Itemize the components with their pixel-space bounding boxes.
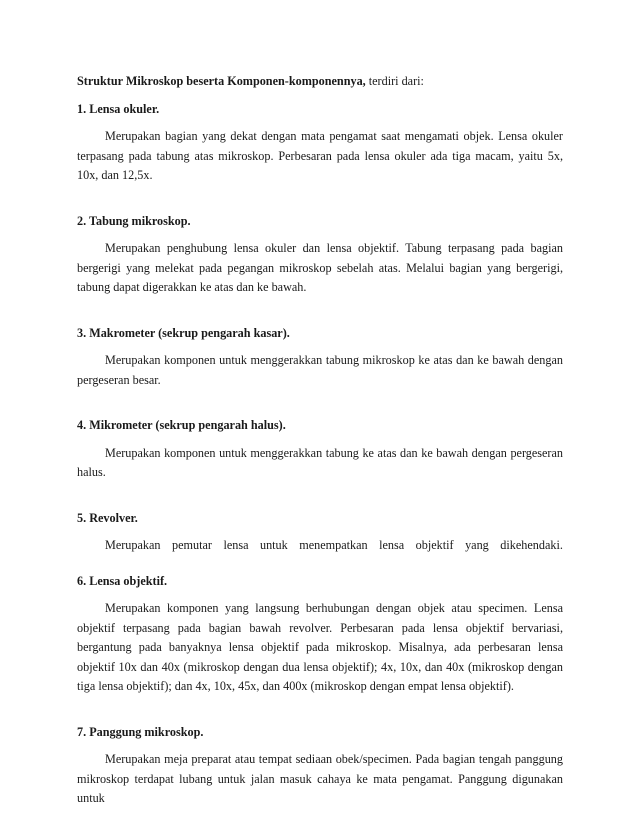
section-heading: 2. Tabung mikroskop. [77,213,191,228]
body-word: Merupakan [105,538,161,552]
section-mikrometer [77,416,563,483]
section-body: Merupakan komponen untuk menggerakkan tabung ke atas dan ke bawah dengan pergeseran halus. [77,445,563,479]
section-heading: 7. Panggung mikroskop. [77,724,204,739]
section-body: Merupakan bagian yang dekat dengan mata pengamat saat mengamati objek. Lensa okuler terpasang pada tabung atas mikroskop. Perbesaran pada lensa okuler ada tiga macam, yaitu 5x, 10x, dan 12,5x. [77,129,563,182]
body-word: lensa [223,538,249,552]
intro-lead: Struktur Mikroskop beserta Komponen-komponennya, [77,74,366,88]
section-panggung-mikroskop [77,723,563,809]
section-heading: 3. Makrometer (sekrup pengarah kasar). [77,325,290,340]
section-makrometer [77,324,563,391]
section-body: Merupakan komponen yang langsung berhubungan dengan objek atau specimen. Lensa objektif terpasang pada bagian bawah revolver. Perbesaran pada lensa objektif bervariasi, bergantung pada banyaknya lensa objektif pada mikroskop. Misalnya, ada perbesaran lensa objektif 10x dan 40x (mikroskop dengan dua lensa objektif); 4x, 10x, dan 40x (mikroskop dengan tiga lensa objektif); dan 4x, 10x, 45x, dan 400x (mikroskop dengan empat lensa objektif). [77,601,563,693]
section-lensa-okuler [77,100,563,186]
section-body: Merupakan penghubung lensa okuler dan lensa objektif. Tabung terpasang pada bagian bergerigi yang melekat pada pegangan mikroskop sebelah atas. Melalui bagian yang bergerigi, tabung dapat digerakkan ke atas dan ke bawah. [77,241,563,294]
section-body [77,536,563,556]
body-word: menempatkan [299,538,368,552]
section-heading: 5. Revolver. [77,510,138,525]
intro-rest: terdiri dari: [365,74,424,88]
section-heading: 6. Lensa objektif. [77,573,168,588]
section-body: Merupakan komponen untuk menggerakkan tabung mikroskop ke atas dan ke bawah dengan pergeseran besar. [77,353,563,387]
section-body: Merupakan meja preparat atau tempat sediaan obek/specimen. Pada bagian tengah panggung mikroskop terdapat lubang untuk jalan masuk cahaya ke mata pengamat. Panggung digunakan untuk [77,752,563,805]
section-heading: 1. Lensa okuler. [77,101,160,116]
body-word: pemutar [172,538,212,552]
body-word: objektif [415,538,454,552]
body-word: yang [465,538,489,552]
body-word: dikehendaki. [500,538,563,552]
body-word: lensa [379,538,405,552]
section-lensa-objektif [77,572,563,697]
body-word: untuk [259,538,288,552]
section-tabung-mikroskop [77,212,563,298]
section-revolver [77,509,563,556]
section-heading: 4. Mikrometer (sekrup pengarah halus). [77,418,286,432]
intro-line [77,72,563,92]
